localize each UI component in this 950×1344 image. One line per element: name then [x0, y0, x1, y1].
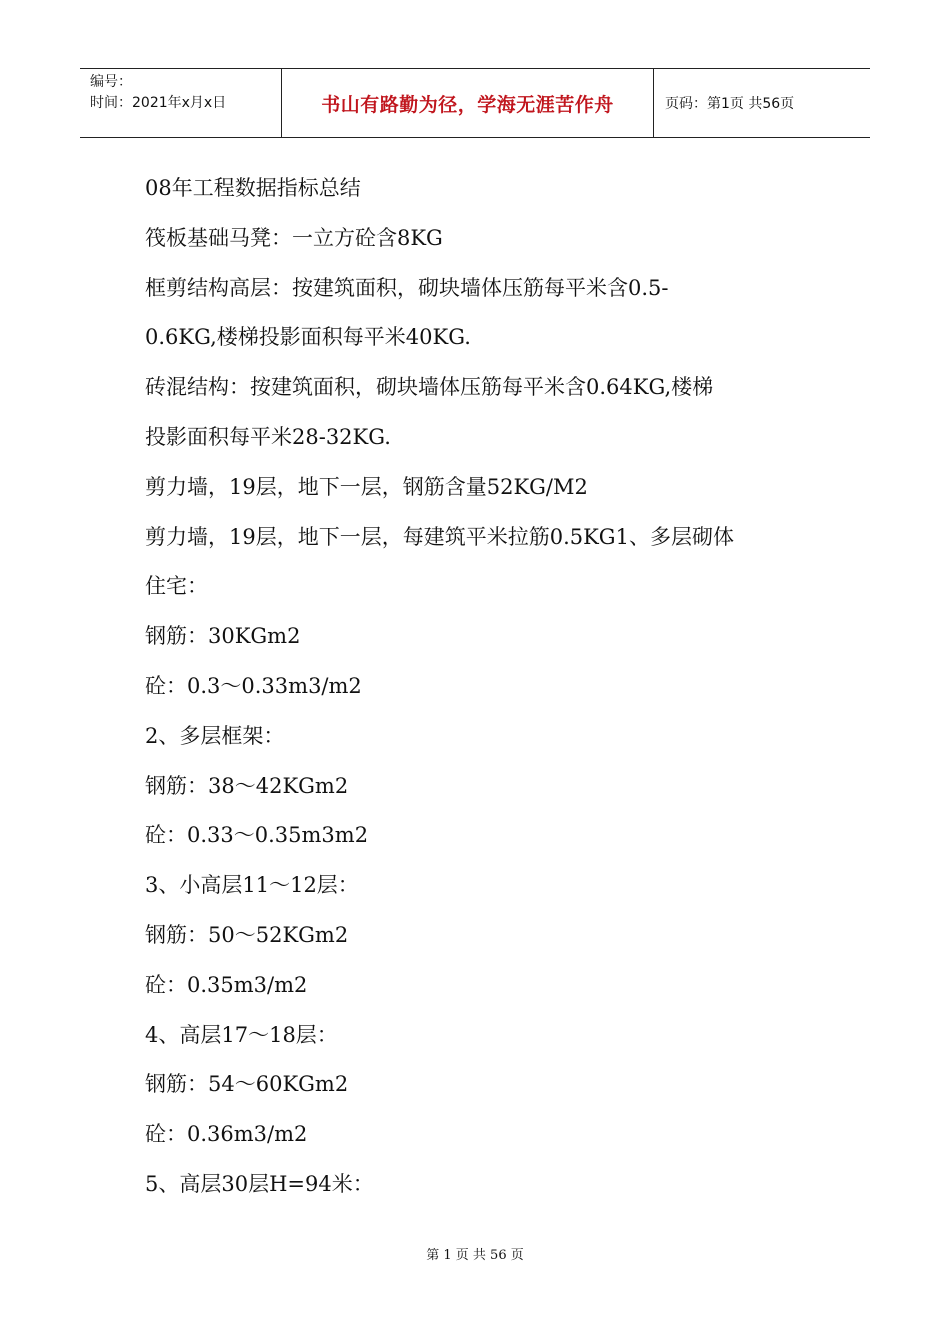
- document-body: [145, 164, 825, 1210]
- page-footer: 第 1 页 共 56 页: [426, 1248, 524, 1263]
- body-line: 剪力墙，19层，地下一层，每建筑平米拉筋0.5KG1、多层砌体: [145, 524, 734, 549]
- body-line: 剪力墙，19层，地下一层，钢筋含量52KG/M2: [145, 474, 588, 499]
- body-line: 筏板基础马凳：一立方砼含8KG: [145, 225, 443, 250]
- body-line: 住宅：: [145, 574, 208, 599]
- body-line: 钢筋：50～52KGm2: [145, 922, 349, 947]
- document-time-label: 时间：2021年x月x日: [90, 95, 227, 111]
- header-page-info: 页码：第1页 共56页: [665, 96, 795, 112]
- body-line: 钢筋：30KGm2: [145, 624, 301, 649]
- body-line: 砼：0.35m3/m2: [145, 972, 308, 997]
- header-motto: 书山有路勤为径，学海无涯苦作舟: [281, 69, 654, 137]
- body-line: 钢筋：54～60KGm2: [145, 1072, 349, 1097]
- page-header: [80, 68, 870, 138]
- body-line: 砼：0.3～0.33m3/m2: [145, 673, 362, 698]
- body-line: 砖混结构：按建筑面积，砌块墙体压筋每平米含0.64KG,楼梯: [145, 375, 714, 400]
- body-line: 钢筋：38～42KGm2: [145, 773, 349, 798]
- body-line: 砼：0.36m3/m2: [145, 1122, 308, 1147]
- body-line: 框剪结构高层：按建筑面积，砌块墙体压筋每平米含0.5-: [145, 275, 669, 300]
- body-line: 2、多层框架：: [145, 723, 285, 748]
- header-meta: [80, 69, 281, 137]
- body-line: 5、高层30层H=94米：: [145, 1171, 374, 1196]
- body-line: 砼：0.33～0.35m3m2: [145, 823, 369, 848]
- body-line: 08年工程数据指标总结: [145, 176, 361, 200]
- body-line: 0.6KG,楼梯投影面积每平米40KG.: [145, 325, 471, 350]
- body-line: 投影面积每平米28-32KG.: [145, 424, 391, 449]
- body-line: 4、高层17～18层：: [145, 1022, 338, 1047]
- document-number-label: 编号：: [90, 74, 132, 90]
- body-line: 3、小高层11～12层：: [145, 873, 359, 898]
